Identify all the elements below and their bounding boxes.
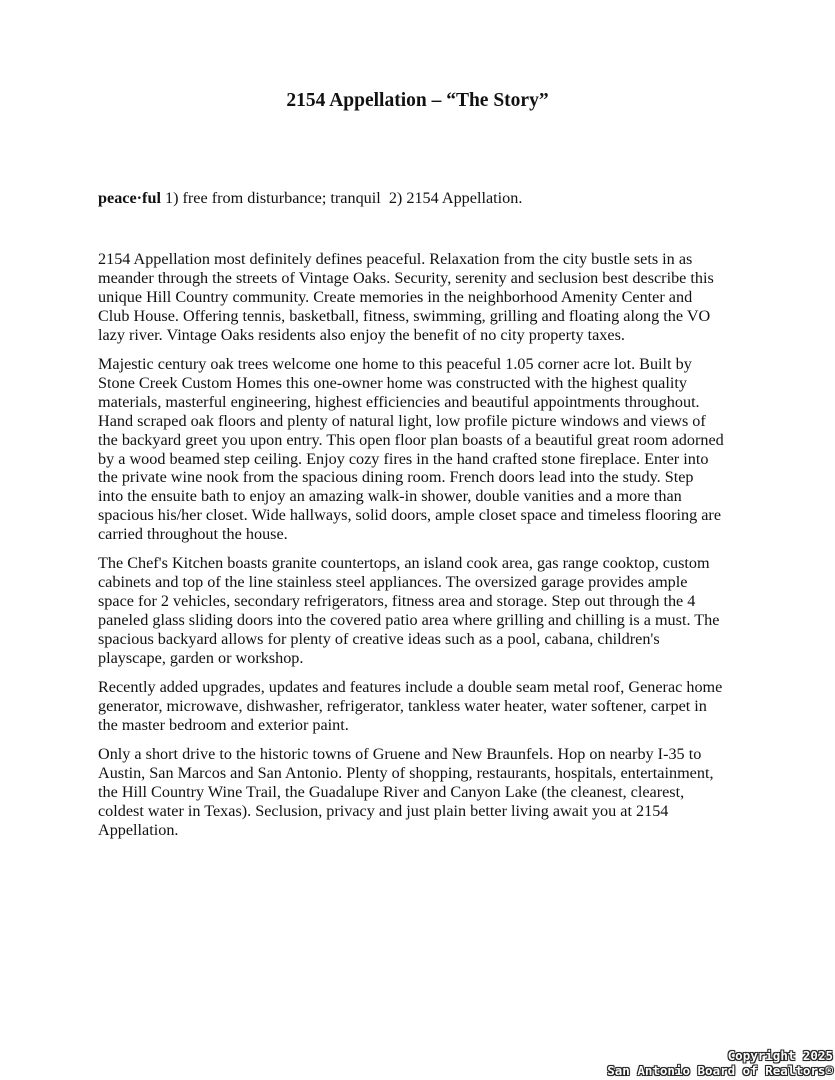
- paragraph-line: materials, masterful engineering, highest efficiencies and beautiful appointments throughout.: [98, 392, 700, 411]
- paragraph-line: the Hill Country Wine Trail, the Guadalupe River and Canyon Lake (the cleanest, clearest,: [98, 782, 685, 801]
- paragraph-line: lazy river. Vintage Oaks residents also enjoy the benefit of no city property taxes.: [98, 325, 625, 344]
- paragraph-line: Recently added upgrades, updates and features include a double seam metal roof, Generac home: [98, 678, 723, 696]
- paragraph-line: meander through the streets of Vintage Oaks. Security, serenity and seclusion best describe this: [98, 268, 714, 287]
- definition: [98, 189, 522, 208]
- paragraph-line: by a wood beamed step ceiling. Enjoy cozy fires in the hand crafted stone fireplace. Enter into: [98, 449, 709, 468]
- paragraph-line: spacious backyard allows for plenty of creative ideas such as a pool, cabana, children's: [98, 629, 660, 648]
- definition-text: 1) free from disturbance; tranquil 2) 2154 Appellation.: [160, 189, 523, 207]
- paragraph-line: the master bedroom and exterior paint.: [98, 715, 349, 734]
- paragraph-line: Stone Creek Custom Homes this one-owner home was constructed with the highest quality: [98, 373, 687, 392]
- paragraph-line: Hand scraped oak floors and plenty of natural light, low profile picture windows and views of: [98, 411, 706, 430]
- paragraph-line: the backyard greet you upon entry. This open floor plan boasts of a beautiful great room adorned: [98, 430, 724, 449]
- paragraph-line: unique Hill Country community. Create memories in the neighborhood Amenity Center and: [98, 287, 693, 306]
- paragraph-line: Austin, San Marcos and San Antonio. Plenty of shopping, restaurants, hospitals, entertainment,: [98, 763, 714, 782]
- paragraph-line: Majestic century oak trees welcome one home to this peaceful 1.05 corner acre lot. Built by: [98, 355, 692, 373]
- paragraph-kitchen: [98, 554, 719, 667]
- paragraph-line: generator, microwave, dishwasher, refrigerator, tankless water heater, water softener, carpet in: [98, 696, 707, 715]
- paragraph-location: [98, 745, 714, 840]
- copyright-watermark: [607, 1048, 833, 1078]
- paragraph-line: spacious his/her closet. Wide hallways, solid doors, ample closet space and timeless flooring are: [98, 506, 722, 525]
- paragraph-line: coldest water in Texas). Seclusion, privacy and just plain better living await you at 2154: [98, 801, 669, 820]
- paragraph-upgrades: [98, 678, 722, 735]
- paragraph-line: cabinets and top of the line stainless steel appliances. The oversized garage provides ample: [98, 572, 688, 591]
- paragraph-line: Appellation.: [98, 820, 179, 839]
- definition-term: peace·ful: [98, 189, 161, 207]
- paragraph-line: paneled glass sliding doors into the covered patio area where grilling and chilling is a must. The: [98, 610, 720, 629]
- paragraph-line: the private wine nook from the spacious dining room. French doors lead into the study. Step: [98, 468, 694, 487]
- paragraph-home-features: [98, 355, 724, 544]
- paragraph-line: into the ensuite bath to enjoy an amazing walk-in shower, double vanities and a more than: [98, 487, 682, 506]
- paragraph-line: Club House. Offering tennis, basketball, fitness, swimming, grilling and floating along the VO: [98, 306, 711, 325]
- paragraph-line: Only a short drive to the historic towns of Gruene and New Braunfels. Hop on nearby I-35 to: [98, 745, 702, 763]
- paragraph-line: carried throughout the house.: [98, 525, 288, 544]
- watermark-copyright: Copyright 2025: [727, 1048, 833, 1063]
- paragraph-intro: [98, 250, 714, 345]
- watermark-board: San Antonio Board of Realtors®: [607, 1063, 833, 1078]
- paragraph-line: space for 2 vehicles, secondary refrigerators, fitness area and storage. Step out through the 4: [98, 591, 696, 610]
- paragraph-line: playscape, garden or workshop.: [98, 648, 304, 667]
- paragraph-line: The Chef's Kitchen boasts granite countertops, an island cook area, gas range cooktop, custom: [98, 554, 710, 572]
- document-title: 2154 Appellation – “The Story”: [286, 90, 549, 111]
- paragraph-line: 2154 Appellation most definitely defines peaceful. Relaxation from the city bustle sets in as: [98, 250, 693, 268]
